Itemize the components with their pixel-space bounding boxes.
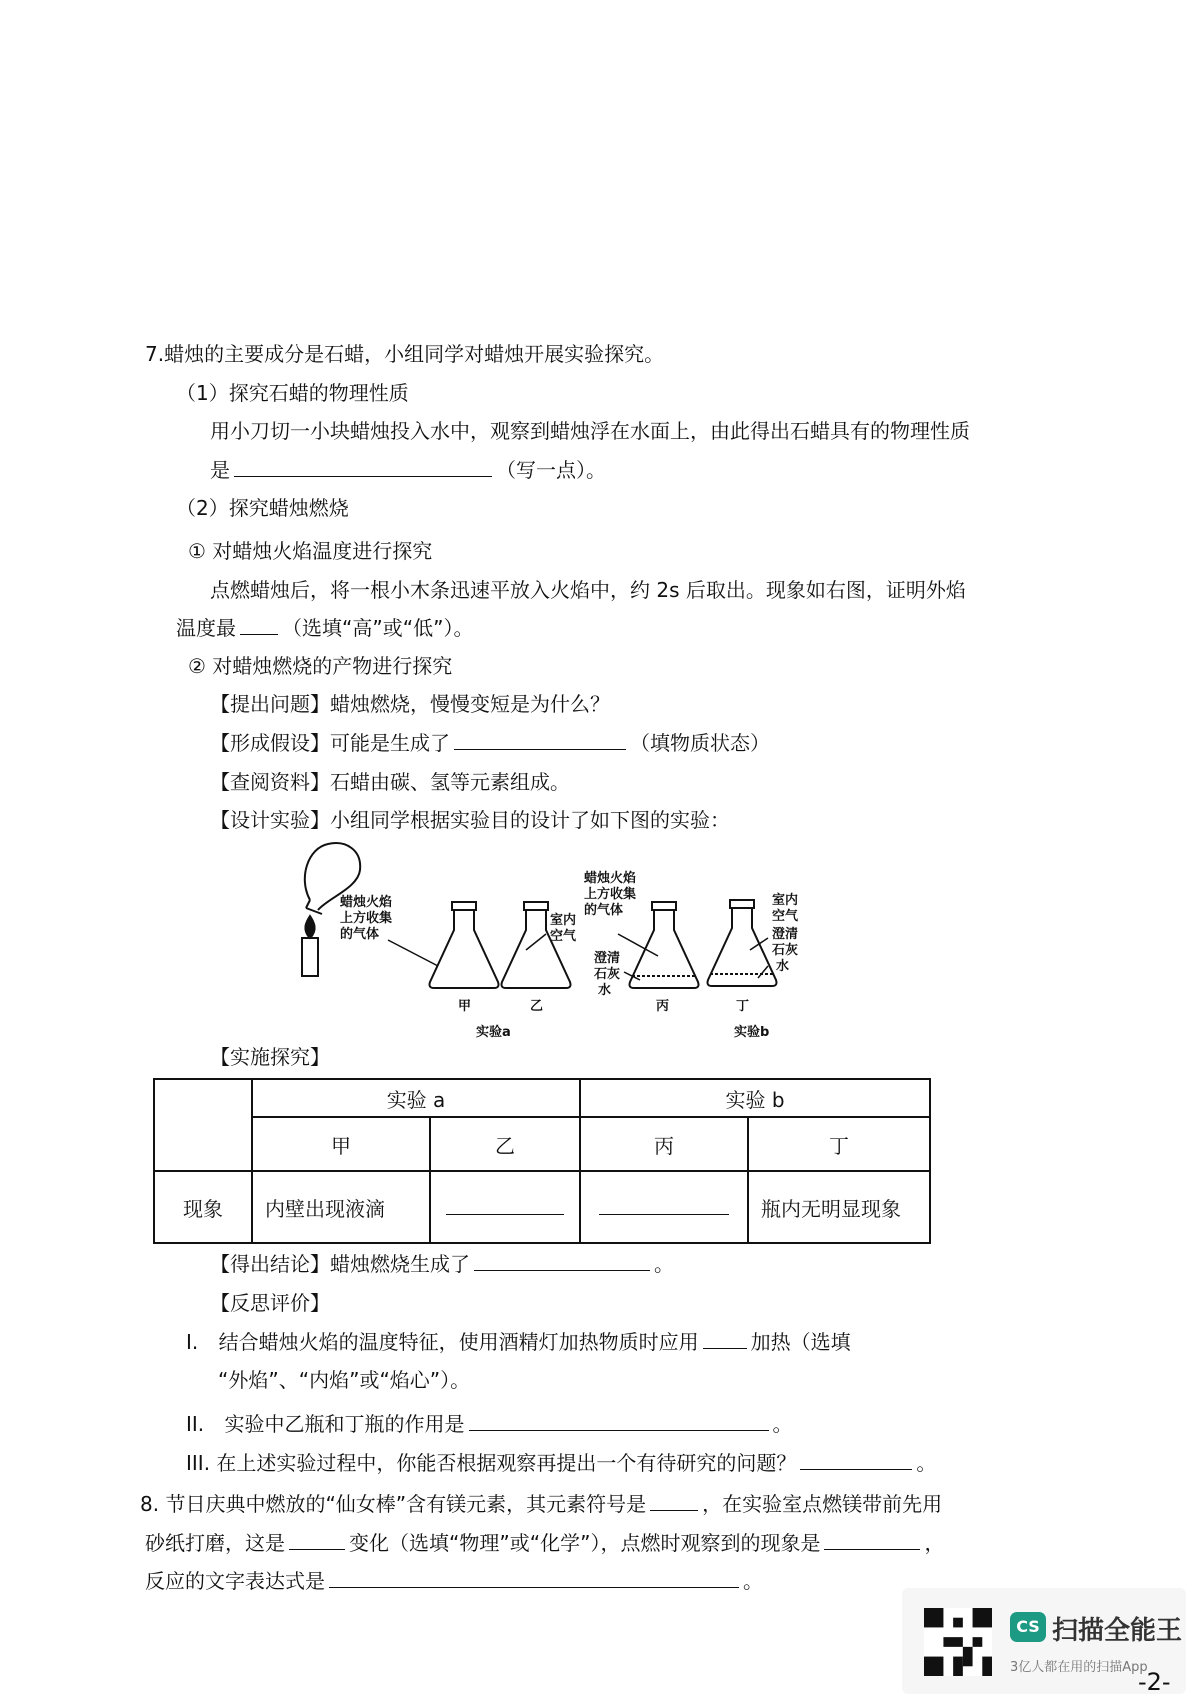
fig-label-lime-b-1: 澄清 xyxy=(594,951,621,966)
q7-r2-text-b: 。 xyxy=(772,1412,793,1436)
table-obs-ding: 瓶内无明显现象 xyxy=(748,1171,930,1243)
q8-line1-text-a: 8. 节日庆典中燃放的“仙女棒”含有镁元素，其元素符号是 xyxy=(140,1492,647,1516)
q7-sub1-line1: 点燃蜡烛后，将一根小木条迅速平放入火焰中，约 2s 后取出。现象如右图，证明外焰 xyxy=(210,578,966,602)
camscanner-logo-icon: CS xyxy=(1010,1612,1046,1642)
q7-hypothesis-text-a: 【形成假设】可能是生成了 xyxy=(210,731,450,755)
q8-line2-text-c: ， xyxy=(924,1531,945,1555)
q8-line3-text-a: 反应的文字表达式是 xyxy=(145,1569,325,1593)
q7-conclusion-text-b: 。 xyxy=(654,1252,674,1276)
q7-r1-text-b: 加热（选填 xyxy=(750,1330,851,1354)
q7-sub1-text-b: （选填“高”或“低”）。 xyxy=(282,616,474,640)
q7-hypothesis-blank[interactable] xyxy=(454,729,626,750)
q7-sub1-line2 xyxy=(176,614,473,642)
fig-label-lime-b-2: 石灰 xyxy=(594,967,621,982)
q7-hypothesis-text-b: （填物质状态） xyxy=(630,731,770,755)
q7-reflect: 【反思评价】 xyxy=(210,1291,330,1315)
q7-info: 【查阅资料】石蜡由碳、氢等元素组成。 xyxy=(210,770,570,794)
fig-label-ding: 丁 xyxy=(736,999,750,1014)
fig-label-collect-b-3: 的气体 xyxy=(584,903,624,918)
q7-r3-text-b: 。 xyxy=(916,1451,937,1475)
q7-r1-line2: “外焰”、“内焰”或“焰心”）。 xyxy=(218,1368,471,1392)
q7-r1-text-a: 结合蜡烛火焰的温度特征，使用酒精灯加热物质时应用 xyxy=(218,1330,699,1354)
results-table xyxy=(153,1078,931,1244)
q8-line2-text-a: 砂纸打磨，这是 xyxy=(145,1531,285,1555)
q7-r3 xyxy=(186,1449,936,1477)
experiment-figure xyxy=(288,838,928,1038)
table-obs-bing-blank[interactable] xyxy=(599,1194,729,1215)
table-obs-bing[interactable] xyxy=(580,1171,748,1243)
q7-ask: 【提出问题】蜡烛燃烧，慢慢变短是为什么？ xyxy=(210,692,610,716)
flame-icon xyxy=(305,916,314,938)
q8-line3 xyxy=(145,1567,763,1595)
q7-sub1-answer-blank[interactable] xyxy=(240,614,278,635)
q7-part1-text-b: （写一点）。 xyxy=(496,458,606,482)
q7-part1-line2 xyxy=(210,456,606,484)
q7-r2-num: II. xyxy=(186,1412,205,1436)
table-col-ding: 丁 xyxy=(748,1117,930,1171)
table-corner-cell xyxy=(154,1079,252,1171)
q7-r1-num: I. xyxy=(186,1330,199,1354)
q7-part1-line1: 用小刀切一小块蜡烛投入水中，观察到蜡烛浮在水面上，由此得出石蜡具有的物理性质 xyxy=(210,419,970,443)
fig-label-yi: 乙 xyxy=(530,999,544,1014)
flask-bing-icon xyxy=(630,902,699,988)
q7-sub1-text-a: 温度最 xyxy=(176,616,236,640)
table-header-exp-a: 实验 a xyxy=(252,1079,580,1117)
q8-change-blank[interactable] xyxy=(289,1529,345,1550)
q7-conclusion-text-a: 【得出结论】蜡烛燃烧生成了 xyxy=(210,1252,470,1276)
q7-implement: 【实施探究】 xyxy=(210,1045,330,1069)
fig-label-bing: 丙 xyxy=(656,999,670,1014)
table-obs-yi[interactable] xyxy=(430,1171,580,1243)
fig-label-collect-a-2: 上方收集 xyxy=(340,911,393,926)
q7-part1-text-a: 是 xyxy=(210,458,230,482)
q7-title: 7.蜡烛的主要成分是石蜡，小组同学对蜡烛开展实验探究。 xyxy=(145,342,665,366)
q8-line1 xyxy=(140,1490,942,1518)
table-col-jia: 甲 xyxy=(252,1117,430,1171)
q7-sub2-heading: ② 对蜡烛燃烧的产物进行探究 xyxy=(188,654,453,678)
flask-jia-icon xyxy=(430,902,499,988)
q8-equation-blank[interactable] xyxy=(329,1567,739,1588)
fig-label-collect-b-1: 蜡烛火焰 xyxy=(584,871,637,886)
table-col-yi: 乙 xyxy=(430,1117,580,1171)
fig-label-air-a-2: 空气 xyxy=(550,929,577,944)
table-col-bing: 丙 xyxy=(580,1117,748,1171)
q8-line3-text-b: 。 xyxy=(743,1569,763,1593)
q7-r3-text-a: III. 在上述实验过程中，你能否根据观察再提出一个有待研究的问题？ xyxy=(186,1451,797,1475)
q7-r1-blank[interactable] xyxy=(703,1328,747,1349)
table-row-label: 现象 xyxy=(154,1171,252,1243)
fig-label-air-a-1: 室内 xyxy=(550,913,577,928)
q8-line2-text-b: 变化（选填“物理”或“化学”），点燃时观察到的现象是 xyxy=(349,1531,821,1555)
q7-conclusion-blank[interactable] xyxy=(474,1250,650,1271)
q7-sub1-heading: ① 对蜡烛火焰温度进行探究 xyxy=(188,539,433,563)
q7-r2-blank[interactable] xyxy=(469,1410,769,1431)
table-obs-yi-blank[interactable] xyxy=(446,1194,564,1215)
fig-label-jia: 甲 xyxy=(458,999,472,1014)
fig-label-lime-b-3: 水 xyxy=(598,983,612,998)
fig-caption-a: 实验a xyxy=(476,1025,511,1038)
fig-label-air-b-1: 室内 xyxy=(772,893,799,908)
qr-code-icon xyxy=(924,1608,992,1676)
fig-label-collect-b-2: 上方收集 xyxy=(584,887,637,902)
q7-part1-heading: （1）探究石蜡的物理性质 xyxy=(176,381,409,405)
fig-caption-b: 实验b xyxy=(734,1025,770,1038)
page-number: -2- xyxy=(1138,1668,1171,1696)
fig-label-air-b-5: 水 xyxy=(776,959,790,974)
q7-hypothesis xyxy=(210,729,770,757)
fig-label-collect-a-1: 蜡烛火焰 xyxy=(340,895,393,910)
fig-label-air-b-4: 石灰 xyxy=(772,943,799,958)
flask-ding-icon xyxy=(708,900,777,986)
q7-conclusion xyxy=(210,1250,674,1278)
q8-line1-text-b: ，在实验室点燃镁带前先用 xyxy=(702,1492,943,1516)
scanner-app-name: 扫描全能王 xyxy=(1052,1616,1183,1646)
table-obs-jia: 内壁出现液滴 xyxy=(252,1171,430,1243)
q7-r1 xyxy=(186,1328,851,1356)
fig-label-air-b-2: 空气 xyxy=(772,909,799,924)
q7-design: 【设计实验】小组同学根据实验目的设计了如下图的实验： xyxy=(210,808,730,832)
candle-icon xyxy=(302,938,318,976)
table-header-exp-b: 实验 b xyxy=(580,1079,930,1117)
q7-r3-blank[interactable] xyxy=(800,1449,912,1470)
q7-part2-heading: （2）探究蜡烛燃烧 xyxy=(176,496,349,520)
fig-label-collect-a-3: 的气体 xyxy=(340,927,380,942)
q7-part1-answer-blank[interactable] xyxy=(234,456,492,477)
fig-label-air-b-3: 澄清 xyxy=(772,927,799,942)
q8-phenomenon-blank[interactable] xyxy=(824,1529,920,1550)
q7-r2-text-a: 实验中乙瓶和丁瓶的作用是 xyxy=(224,1412,465,1436)
scanner-tagline: 3亿人都在用的扫描App xyxy=(1010,1660,1148,1675)
q8-symbol-blank[interactable] xyxy=(650,1490,698,1511)
q8-line2 xyxy=(145,1529,944,1557)
q7-r2 xyxy=(186,1410,793,1438)
